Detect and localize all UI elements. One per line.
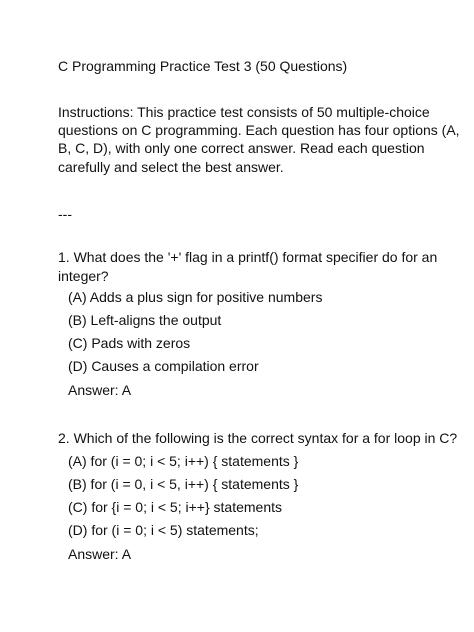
instructions-line: B, C, D), with only one correct answer. Read each question — [58, 140, 425, 157]
question-2-option-c: (C) for {i = 0; i < 5; i++} statements — [68, 499, 282, 515]
question-2-answer: Answer: A — [68, 546, 132, 562]
question-1-option-b: (B) Left-aligns the output — [68, 312, 222, 328]
question-1 — [58, 248, 448, 398]
question-2-option-d: (D) for (i = 0; i < 5) statements; — [68, 522, 259, 538]
question-1-option-c: (C) Pads with zeros — [68, 335, 191, 351]
question-2-option-a: (A) for (i = 0; i < 5; i++) { statements } — [68, 453, 299, 469]
question-2-text — [58, 429, 458, 448]
instructions-paragraph — [58, 103, 460, 176]
question-1-option-a: (A) Adds a plus sign for positive numbers — [68, 289, 323, 305]
question-2 — [58, 429, 458, 562]
question-text-line: integer? — [58, 267, 109, 284]
instructions-line: carefully and select the best answer. — [58, 158, 284, 175]
section-separator: --- — [58, 206, 72, 222]
question-2-option-b: (B) for (i = 0, i < 5, i++) { statements } — [68, 476, 299, 492]
question-1-option-d: (D) Causes a compilation error — [68, 358, 259, 374]
question-1-answer: Answer: A — [68, 382, 132, 398]
instructions-line: Instructions: This practice test consists of 50 multiple-choice — [58, 104, 430, 120]
question-text-line: 2. Which of the following is the correct syntax for a for loop in C? — [58, 430, 458, 446]
document-title: C Programming Practice Test 3 (50 Questions) — [58, 58, 348, 74]
question-1-text — [58, 248, 448, 285]
question-text-line: 1. What does the '+' flag in a printf() format specifier do for an — [58, 249, 438, 265]
instructions-line: questions on C programming. Each question has four options (A, — [58, 122, 460, 139]
